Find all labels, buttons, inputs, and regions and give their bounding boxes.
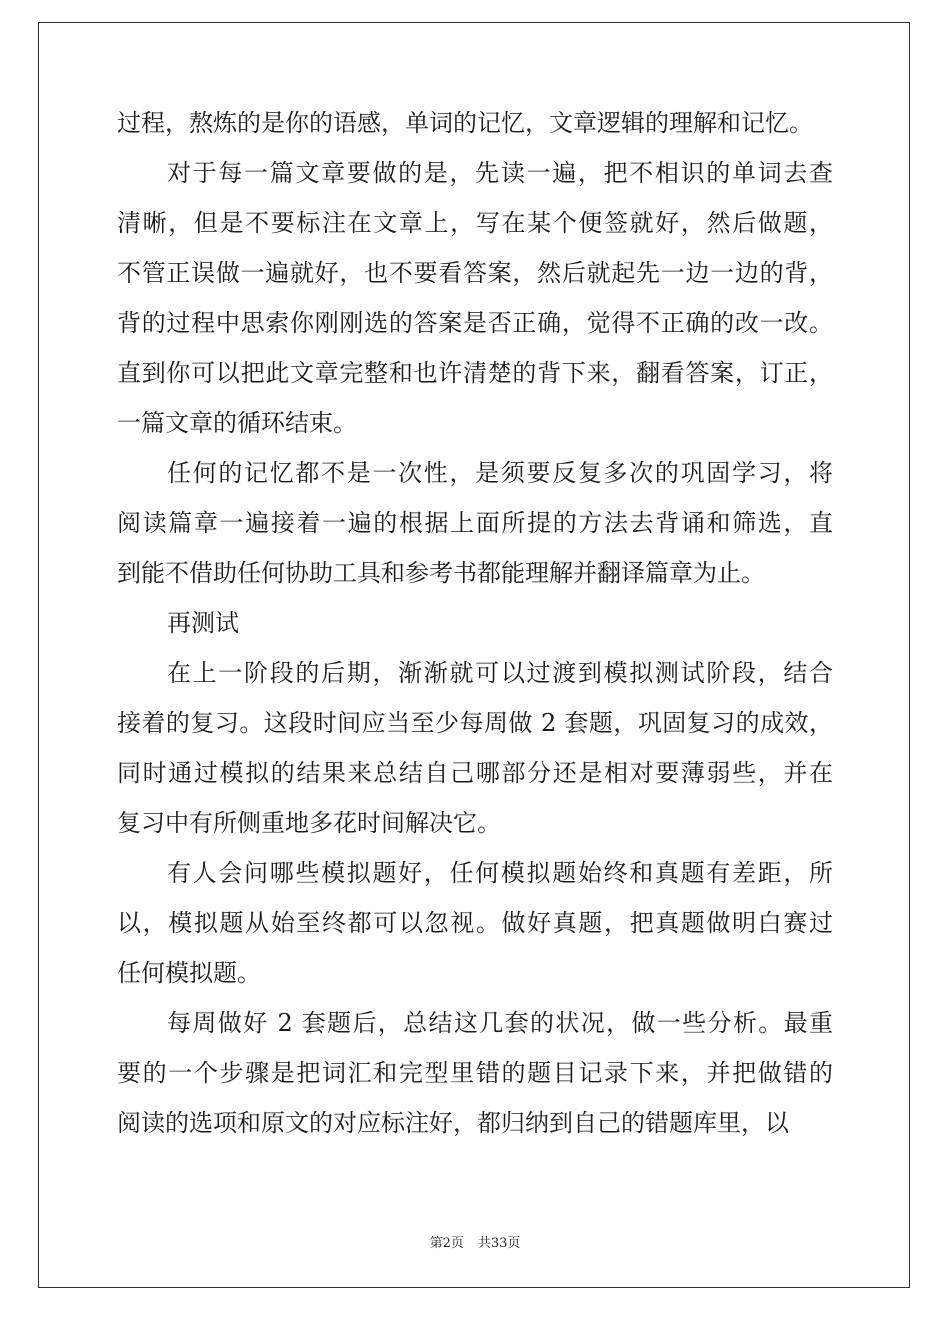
- text-line: 直到你可以把此文章完整和也许清楚的背下来，翻看答案，订正，: [117, 359, 833, 387]
- text-line: 背的过程中思索你刚刚选的答案是否正确，觉得不正确的改一改。: [117, 309, 833, 337]
- text-line: 过程，熬炼的是你的语感，单词的记忆，文章逻辑的理解和记忆。: [117, 109, 813, 137]
- text-line: 阅读篇章一遍接着一遍的根据上面所提的方法去背诵和筛选，直: [117, 509, 833, 537]
- paragraph: [117, 98, 833, 148]
- text-line: 再测试: [167, 609, 239, 637]
- text-line: 有人会问哪些模拟题好，任何模拟题始终和真题有差距，所: [167, 859, 833, 887]
- text-line: 一篇文章的循环结束。: [117, 409, 357, 437]
- paragraph: [117, 448, 833, 598]
- text-line: 任何的记忆都不是一次性，是须要反复多次的巩固学习，将: [167, 459, 833, 487]
- paragraph: [117, 848, 833, 998]
- page-number: 第2页: [429, 1236, 464, 1251]
- paragraph: [117, 598, 833, 648]
- text-line: 要的一个步骤是把词汇和完型里错的题目记录下来，并把做错的: [117, 1059, 833, 1087]
- text-line: 阅读的选项和原文的对应标注好，都归纳到自己的错题库里，以: [117, 1109, 789, 1137]
- text-line: 任何模拟题。: [117, 959, 261, 987]
- text-line: 复习中有所侧重地多花时间解决它。: [117, 809, 501, 837]
- text-line: 清晰，但是不要标注在文章上，写在某个便签就好，然后做题，: [117, 209, 833, 237]
- paragraph: [117, 998, 833, 1148]
- text-line: 每周做好 2 套题后，总结这几套的状况，做一些分析。最重: [167, 1009, 833, 1037]
- text-line: 在上一阶段的后期，渐渐就可以过渡到模拟测试阶段，结合: [167, 659, 833, 687]
- page-total: 共33页: [477, 1236, 521, 1251]
- paragraph: [117, 148, 833, 448]
- text-line: 对于每一篇文章要做的是，先读一遍，把不相识的单词去查: [167, 159, 833, 187]
- text-line: 接着的复习。这段时间应当至少每周做 2 套题，巩固复习的成效，: [117, 709, 833, 737]
- document-body: [117, 98, 833, 1148]
- text-line: 以，模拟题从始至终都可以忽视。做好真题，把真题做明白赛过: [117, 909, 833, 937]
- page-footer: [0, 1232, 950, 1251]
- text-line: 同时通过模拟的结果来总结自己哪部分还是相对要薄弱些，并在: [117, 759, 833, 787]
- text-line: 不管正误做一遍就好，也不要看答案，然后就起先一边一边的背，: [117, 259, 833, 287]
- text-line: 到能不借助任何协助工具和参考书都能理解并翻译篇章为止。: [117, 559, 765, 587]
- paragraph: [117, 648, 833, 848]
